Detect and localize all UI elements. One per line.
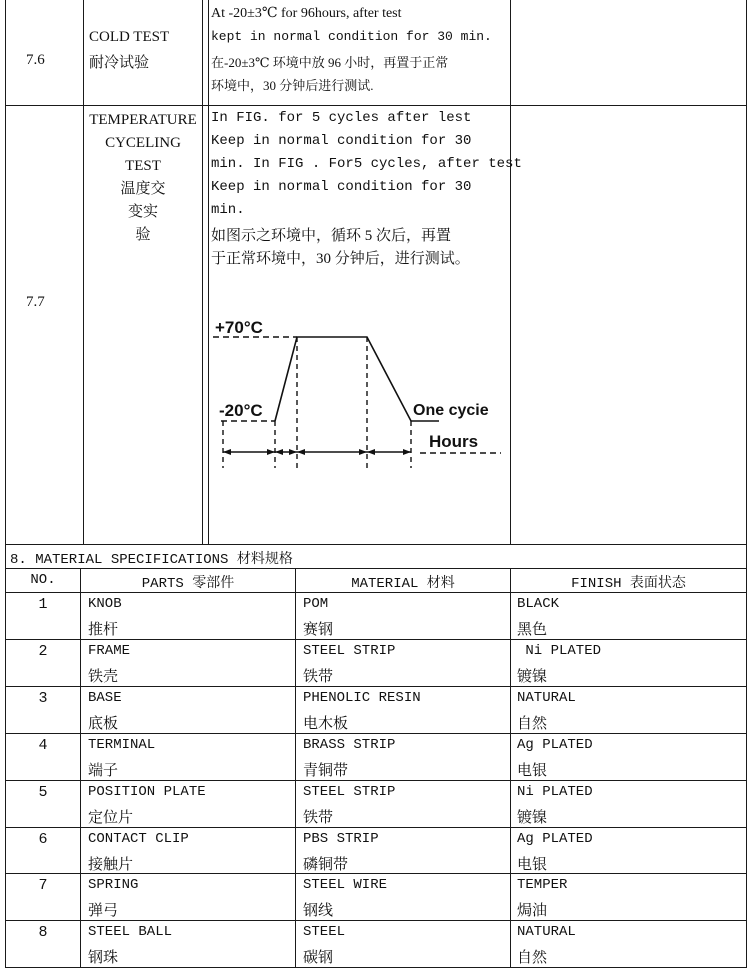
material-en: BRASS STRIP [303,737,396,753]
part-en: TERMINAL [88,737,156,753]
row-no: 1 [38,596,48,613]
material-en: STEEL WIRE [303,877,388,893]
test-name-line: TEST [125,158,161,174]
desc-line: 在-20±3℃ 环境中放 96 小时，再置于正常 [211,55,449,70]
desc-line: Keep in normal condition for 30 [211,133,472,149]
test-7-7-number: 7.7 [26,294,45,310]
test-name-line: CYCELING [105,135,181,151]
temperature-cycle-diagram [209,300,509,500]
material-en: PHENOLIC RESIN [303,690,421,706]
part-en: FRAME [88,643,131,659]
row-no: 6 [38,831,48,848]
finish-cn: 镀镍 [517,669,548,685]
part-cn: 底板 [88,716,119,732]
test-name-line: 变实 [127,204,158,220]
material-en: STEEL [303,924,346,940]
test-7-6-name-cn: 耐冷试验 [89,55,150,71]
row-no: 2 [38,643,48,660]
part-en: STEEL BALL [88,924,173,940]
part-cn: 弹弓 [88,903,119,919]
hours-label: Hours [429,432,479,451]
material-en: PBS STRIP [303,831,379,847]
material-cn: 碳钢 [303,950,334,966]
material-en: STEEL STRIP [303,784,396,800]
finish-cn: 黑色 [517,622,548,638]
finish-en: Ni PLATED [517,784,593,800]
material-en: STEEL STRIP [303,643,396,659]
row-no: 8 [38,924,48,941]
material-en: POM [303,596,329,612]
table-row [0,828,750,873]
test-7-6-name-en: COLD TEST [89,29,170,45]
part-cn: 定位片 [88,810,134,826]
row-no: 7 [38,877,48,894]
desc-line: min. [211,202,245,218]
material-cn: 铁带 [303,669,334,685]
test-name-line: TEMPERATURE [89,112,197,128]
row-no: 4 [38,737,48,754]
part-en: KNOB [88,596,122,612]
low-temp-label: -20°C [219,401,263,420]
part-cn: 钢珠 [88,950,119,966]
material-cn: 赛钢 [303,622,334,638]
part-cn: 铁壳 [88,669,119,685]
header-parts: PARTS 零部件 [141,576,235,592]
table-row [0,640,750,686]
desc-line: min. In FIG . For5 cycles, after test [211,156,522,172]
desc-line: 于正常环境中，30 分钟后，进行测试。 [211,251,470,267]
table-row [0,874,750,920]
material-cn: 钢线 [303,903,334,919]
test-name-line: 验 [135,227,151,243]
finish-cn: 自然 [517,950,548,966]
finish-en: Ag PLATED [517,831,593,847]
desc-line: At -20±3℃ for 96hours, after test [211,6,402,21]
material-cn: 磷铜带 [303,857,349,873]
desc-line: In FIG. for 5 cycles after lest [211,110,472,126]
table-row [0,593,750,639]
table-row [0,921,750,967]
table-row [0,781,750,827]
test-name-line: 温度交 [120,181,166,197]
part-cn: 推杆 [88,622,119,638]
part-en: SPRING [88,877,139,893]
part-en: POSITION PLATE [88,784,206,800]
desc-line: kept in normal condition for 30 min. [211,29,492,44]
finish-cn: 焗油 [517,903,548,919]
part-en: CONTACT CLIP [88,831,189,847]
finish-cn: 自然 [517,716,548,732]
high-temp-label: +70°C [215,318,263,337]
finish-en: TEMPER [517,877,568,893]
desc-line: Keep in normal condition for 30 [211,179,472,195]
header-no: NO. [30,572,56,588]
material-cn: 铁带 [303,810,334,826]
row-no: 3 [38,690,48,707]
finish-en: NATURAL [517,690,576,706]
finish-en: Ni PLATED [517,643,602,659]
table-row [0,734,750,780]
section-8-title: 8. MATERIAL SPECIFICATIONS 材料规格 [10,552,293,568]
test-7-6-number: 7.6 [26,52,45,68]
finish-en: Ag PLATED [517,737,593,753]
header-material: MATERIAL 材料 [351,576,455,592]
header-finish: FINISH 表面状态 [571,576,686,592]
desc-line: 环境中，30 分钟后进行测试. [211,78,374,93]
table-row [0,687,750,733]
part-cn: 接触片 [88,857,134,873]
finish-cn: 电银 [517,763,548,779]
desc-line: 如图示之环境中，循环 5 次后，再置 [211,228,452,244]
material-cn: 电木板 [303,716,349,732]
row-no: 5 [38,784,48,801]
part-en: BASE [88,690,122,706]
one-cycle-label: One cycie [413,402,489,419]
part-cn: 端子 [88,763,119,779]
finish-en: NATURAL [517,924,576,940]
material-cn: 青铜带 [303,763,349,779]
finish-cn: 镀镍 [517,810,548,826]
finish-en: BLACK [517,596,560,612]
finish-cn: 电银 [517,857,548,873]
